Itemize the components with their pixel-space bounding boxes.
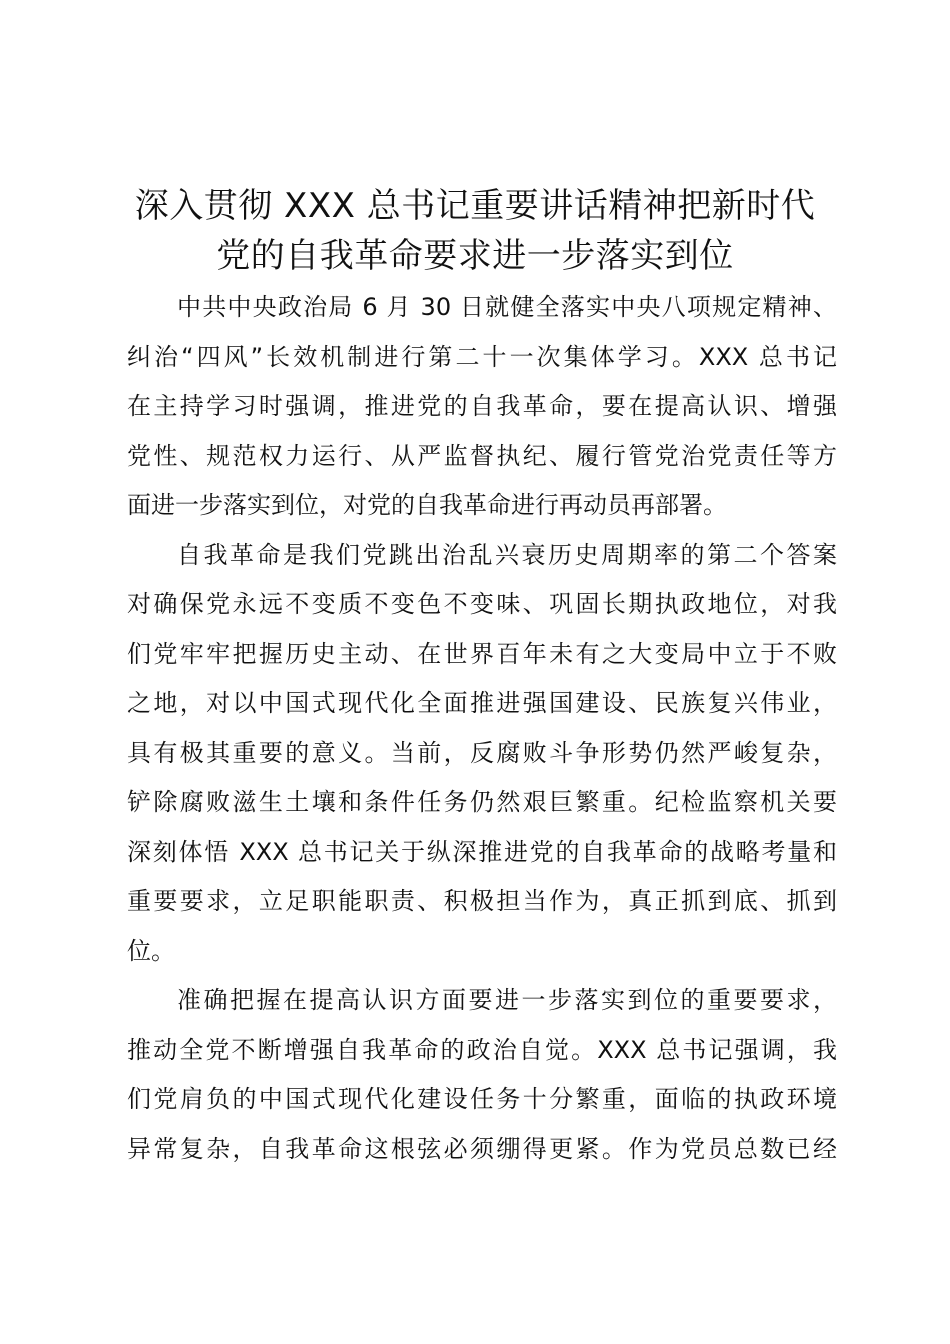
text-line: 位。 xyxy=(127,936,175,965)
paragraph-3 xyxy=(127,976,837,1174)
text-line: 具有极其重要的意义。当前，反腐败斗争形势仍然严峻复杂， xyxy=(127,738,837,767)
text-line: 们党牢牢把握历史主动、在世界百年未有之大变局中立于不败 xyxy=(127,639,837,668)
text-line: 纠治“四风”长效机制进行第二十一次集体学习。XXX 总书记 xyxy=(127,342,837,371)
text-line: 在主持学习时强调，推进党的自我革命，要在提高认识、增强 xyxy=(127,392,837,420)
title-line: 深入贯彻 XXX 总书记重要讲话精神把新时代 xyxy=(134,186,816,226)
text-line: 中共中央政治局 6 月 30 日就健全落实中央八项规定精神、 xyxy=(177,293,837,321)
text-line: 铲除腐败滋生土壤和条件任务仍然艰巨繁重。纪检监察机关要 xyxy=(127,788,837,816)
text-line: 推动全党不断增强自我革命的政治自觉。XXX 总书记强调，我 xyxy=(127,1035,837,1064)
text-line: 面进一步落实到位，对党的自我革命进行再动员再部署。 xyxy=(127,491,727,519)
document-body xyxy=(127,283,837,1174)
text-line: 准确把握在提高认识方面要进一步落实到位的重要要求， xyxy=(177,986,837,1014)
text-line: 对确保党永远不变质不变色不变味、巩固长期执政地位，对我 xyxy=(127,590,837,618)
text-line: 之地，对以中国式现代化全面推进强国建设、民族复兴伟业， xyxy=(127,689,837,717)
title-line: 党的自我革命要求进一步落实到位 xyxy=(216,236,734,276)
text-line: 们党肩负的中国式现代化建设任务十分繁重，面临的执政环境 xyxy=(127,1085,837,1113)
text-line: 异常复杂，自我革命这根弦必须绷得更紧。作为党员总数已经 xyxy=(127,1134,837,1163)
document-title xyxy=(100,181,850,281)
paragraph-1 xyxy=(127,283,837,531)
text-line: 自我革命是我们党跳出治乱兴衰历史周期率的第二个答案 xyxy=(177,540,837,569)
text-line: 重要要求，立足职能职责、积极担当作为，真正抓到底、抓到 xyxy=(127,887,837,915)
text-line: 深刻体悟 XXX 总书记关于纵深推进党的自我革命的战略考量和 xyxy=(127,837,837,866)
text-line: 党性、规范权力运行、从严监督执纪、履行管党治党责任等方 xyxy=(127,441,837,470)
paragraph-2 xyxy=(127,531,837,977)
